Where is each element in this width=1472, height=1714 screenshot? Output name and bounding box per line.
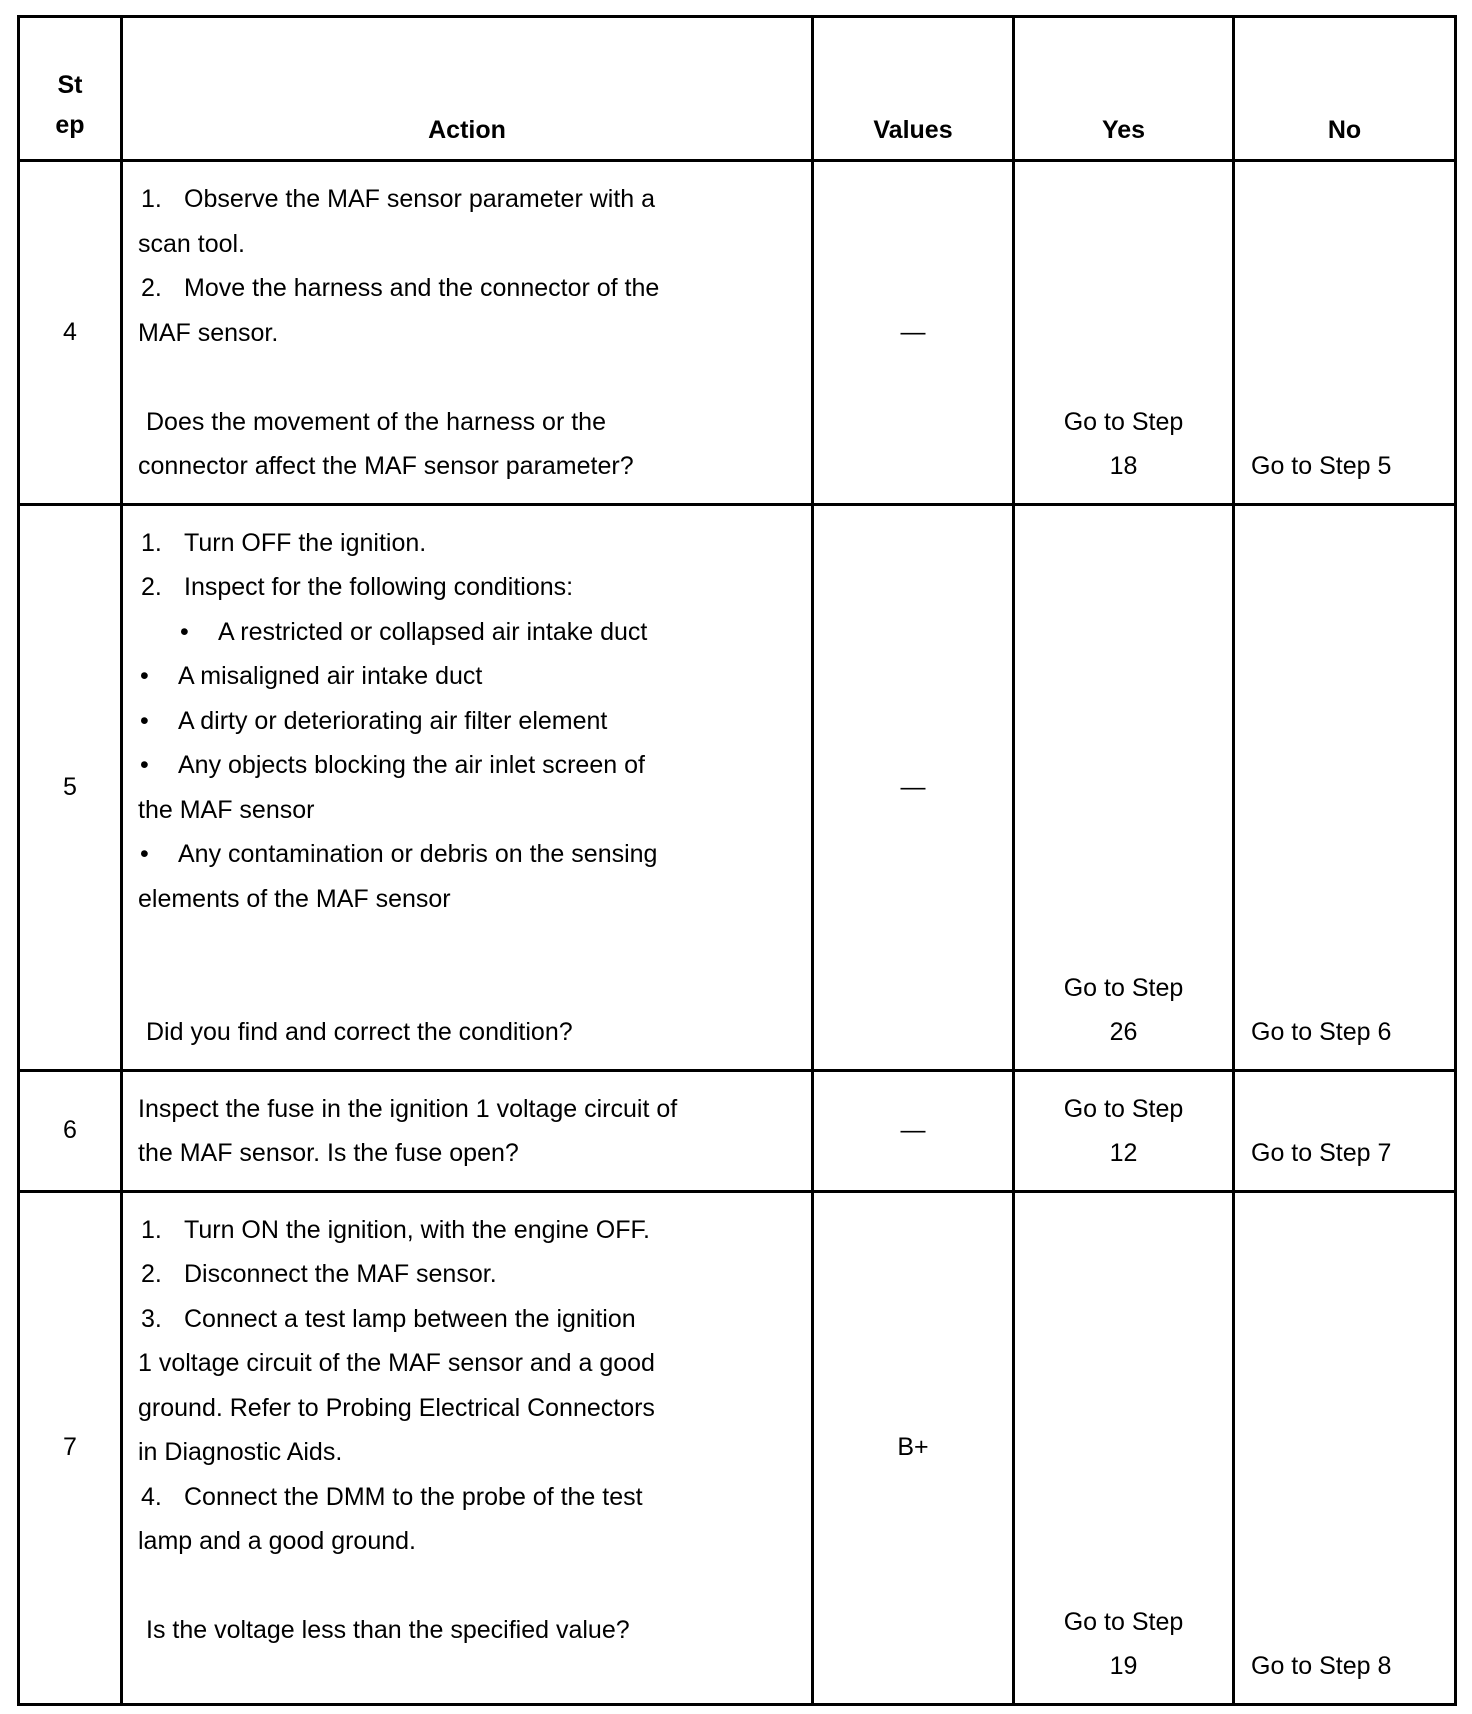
- table-row: [19, 1191, 1456, 1704]
- diagnostic-table: [17, 15, 1457, 1706]
- bullet-icon: •: [140, 662, 149, 690]
- action-cell: 1. Turn ON the ignition, with the engine OFF. 2. Disconnect the MAF sensor. 3. Connect a test lamp between the ignition 1 voltage circuit of the MAF sensor and a good ground. Refer to Probing Electrical Connectors in Diagnostic Aids. 4. Connect the DMM to the probe of the test lamp and a good ground. Is the voltage less than the specified value?: [122, 1191, 813, 1704]
- header-no: No: [1234, 17, 1456, 161]
- step-number: 4: [19, 161, 122, 505]
- header-action: Action: [122, 17, 813, 161]
- step-number: 7: [19, 1191, 122, 1704]
- yes-cell: Go to Step 19: [1014, 1191, 1234, 1704]
- yes-cell: Go to Step 12: [1014, 1070, 1234, 1191]
- values-cell: —: [813, 161, 1014, 505]
- header-step: St ep: [19, 17, 122, 161]
- table-row: [19, 1070, 1456, 1191]
- no-cell: Go to Step 7: [1234, 1070, 1456, 1191]
- question-text: Did you find and correct the condition?: [146, 1018, 573, 1046]
- bullet-icon: •: [180, 617, 189, 646]
- bullet-icon: •: [140, 751, 149, 779]
- action-cell: Inspect the fuse in the ignition 1 voltage circuit of the MAF sensor. Is the fuse open?: [122, 1070, 813, 1191]
- yes-cell: Go to Step 26: [1014, 504, 1234, 1070]
- question-text: Does the movement of the harness or the: [146, 407, 606, 436]
- header-values: Values: [813, 17, 1014, 161]
- bullet-icon: •: [140, 706, 149, 735]
- no-cell: Go to Step 5: [1234, 161, 1456, 505]
- step-number: 5: [19, 504, 122, 1070]
- values-cell: —: [813, 504, 1014, 1070]
- question-text: Is the voltage less than the specified value?: [146, 1616, 630, 1644]
- yes-cell: Go to Step 18: [1014, 161, 1234, 505]
- step-number: 6: [19, 1070, 122, 1191]
- action-cell: 1. Observe the MAF sensor parameter with a scan tool. 2. Move the harness and the connector of the MAF sensor. Does the movement of the harness or the connector affect the MAF sensor parameter?: [122, 161, 813, 505]
- table-row: [19, 504, 1456, 1070]
- values-cell: —: [813, 1070, 1014, 1191]
- header-yes: Yes: [1014, 17, 1234, 161]
- table-row: [19, 161, 1456, 505]
- no-cell: Go to Step 6: [1234, 504, 1456, 1070]
- bullet-icon: •: [140, 840, 149, 868]
- no-cell: Go to Step 8: [1234, 1191, 1456, 1704]
- values-cell: B+: [813, 1191, 1014, 1704]
- header-row: [19, 17, 1456, 161]
- action-cell: 1. Turn OFF the ignition. 2. Inspect for the following conditions: • A restricted or collapsed air intake duct • A misaligned air intake duct • A dirty or deteriorating air filter element • Any objects blocking the air inlet screen of the MAF sensor • Any contamination or debris on the sensing elements of the MAF sensor Did you find and correct the condition?: [122, 504, 813, 1070]
